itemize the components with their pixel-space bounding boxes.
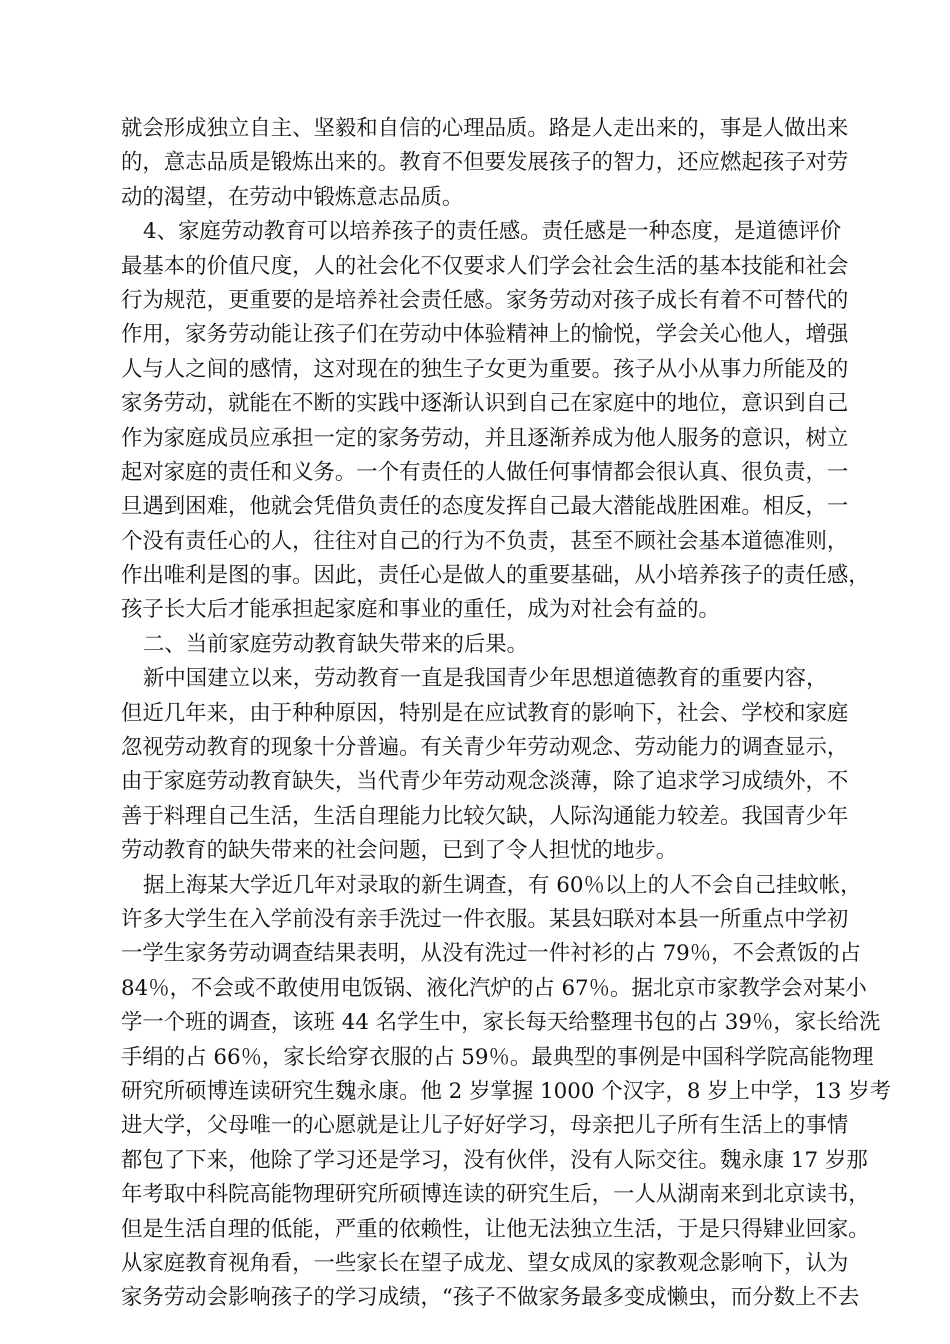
text-line: 84％，不会或不敢使用电饭锅、液化汽炉的占 67％。据北京市家教学会对某小	[121, 975, 867, 1001]
text-line: 作出唯利是图的事。因此，责任心是做人的重要基础，从小培养孩子的责任感，	[121, 563, 870, 589]
text-line: 年考取中科院高能物理研究所硕博连读的研究生后，一人从湖南来到北京读书，	[121, 1182, 870, 1208]
text-line: 的，意志品质是锻炼出来的。教育不但要发展孩子的智力，还应燃起孩子对劳	[121, 150, 849, 176]
text-line: 善于料理自己生活，生活自理能力比较欠缺，人际沟通能力较差。我国青少年	[121, 803, 849, 829]
text-line: 忽视劳动教育的现象十分普遍。有关青少年劳动观念、劳动能力的调查显示，	[121, 735, 849, 761]
section-heading: 二、当前家庭劳动教育缺失带来的后果。	[143, 631, 529, 657]
text-line: 个没有责任心的人，往往对自己的行为不负责，甚至不顾社会基本道德准则，	[121, 528, 849, 554]
text-line: 起对家庭的责任和义务。一个有责任的人做任何事情都会很认真、很负责，一	[121, 459, 849, 485]
document-body	[121, 112, 892, 1316]
text-line: 都包了下来，他除了学习还是学习，没有伙伴，没有人际交往。魏永康 17 岁那	[121, 1147, 868, 1173]
text-line: 行为规范，更重要的是培养社会责任感。家务劳动对孩子成长有着不可替代的	[121, 287, 849, 313]
text-line: 从家庭教育视角看，一些家长在望子成龙、望女成凤的家教观念影响下，认为	[121, 1250, 849, 1276]
text-line: 人与人之间的感情，这对现在的独生子女更为重要。孩子从小从事力所能及的	[121, 356, 849, 382]
text-line: 就会形成独立自主、坚毅和自信的心理品质。路是人走出来的，事是人做出来	[121, 116, 849, 141]
text-line: 但是生活自理的低能，严重的依赖性，让他无法独立生活，于是只得肄业回家。	[121, 1216, 870, 1242]
text-line: 据上海某大学近几年对录取的新生调查，有 60％以上的人不会自己挂蚊帐，	[143, 872, 862, 898]
text-line: 孩子长大后才能承担起家庭和事业的重任，成为对社会有益的。	[121, 597, 720, 623]
text-line: 手绢的占 66％，家长给穿衣服的占 59％。最典型的事例是中国科学院高能物理	[121, 1044, 874, 1070]
text-line: 但近几年来，由于种种原因，特别是在应试教育的影响下，社会、学校和家庭	[121, 700, 849, 726]
text-line: 许多大学生在入学前没有亲手洗过一件衣服。某县妇联对本县一所重点中学初	[121, 906, 849, 932]
text-line: 进大学，父母唯一的心愿就是让儿子好好学习，母亲把儿子所有生活上的事情	[121, 1113, 849, 1139]
text-line: 最基本的价值尺度，人的社会化不仅要求人们学会社会生活的基本技能和社会	[121, 253, 849, 279]
text-line: 家务劳动，就能在不断的实践中逐渐认识到自己在家庭中的地位，意识到自己	[121, 391, 849, 417]
text-line: 一学生家务劳动调查结果表明，从没有洗过一件衬衫的占 79％，不会煮饭的占	[121, 941, 861, 967]
text-line: 作用，家务劳动能让孩子们在劳动中体验精神上的愉悦，学会关心他人，增强	[121, 322, 849, 348]
text-line: 作为家庭成员应承担一定的家务劳动，并且逐渐养成为他人服务的意识，树立	[121, 425, 849, 451]
text-line: 学一个班的调查，该班 44 名学生中，家长每天给整理书包的占 39％，家长给洗	[121, 1010, 881, 1036]
text-line: 新中国建立以来，劳动教育一直是我国青少年思想道德教育的重要内容，	[143, 666, 828, 692]
text-line: 动的渴望，在劳动中锻炼意志品质。	[121, 184, 464, 210]
text-line: 家务劳动会影响孩子的学习成绩，“孩子不做家务最多变成懒虫，而分数上不去	[121, 1285, 860, 1311]
text-line: 旦遇到困难，他就会凭借负责任的态度发挥自己最大潜能战胜困难。相反，一	[121, 494, 849, 520]
text-line: 劳动教育的缺失带来的社会问题，已到了令人担忧的地步。	[121, 838, 678, 864]
text-line: 4、家庭劳动教育可以培养孩子的责任感。责任感是一种态度，是道德评价	[143, 219, 842, 245]
text-line: 研究所硕博连读研究生魏永康。他 2 岁掌握 1000 个汉字，8 岁上中学，13 岁考	[121, 1078, 892, 1104]
text-line: 由于家庭劳动教育缺失，当代青少年劳动观念淡薄，除了追求学习成绩外，不	[121, 769, 849, 795]
